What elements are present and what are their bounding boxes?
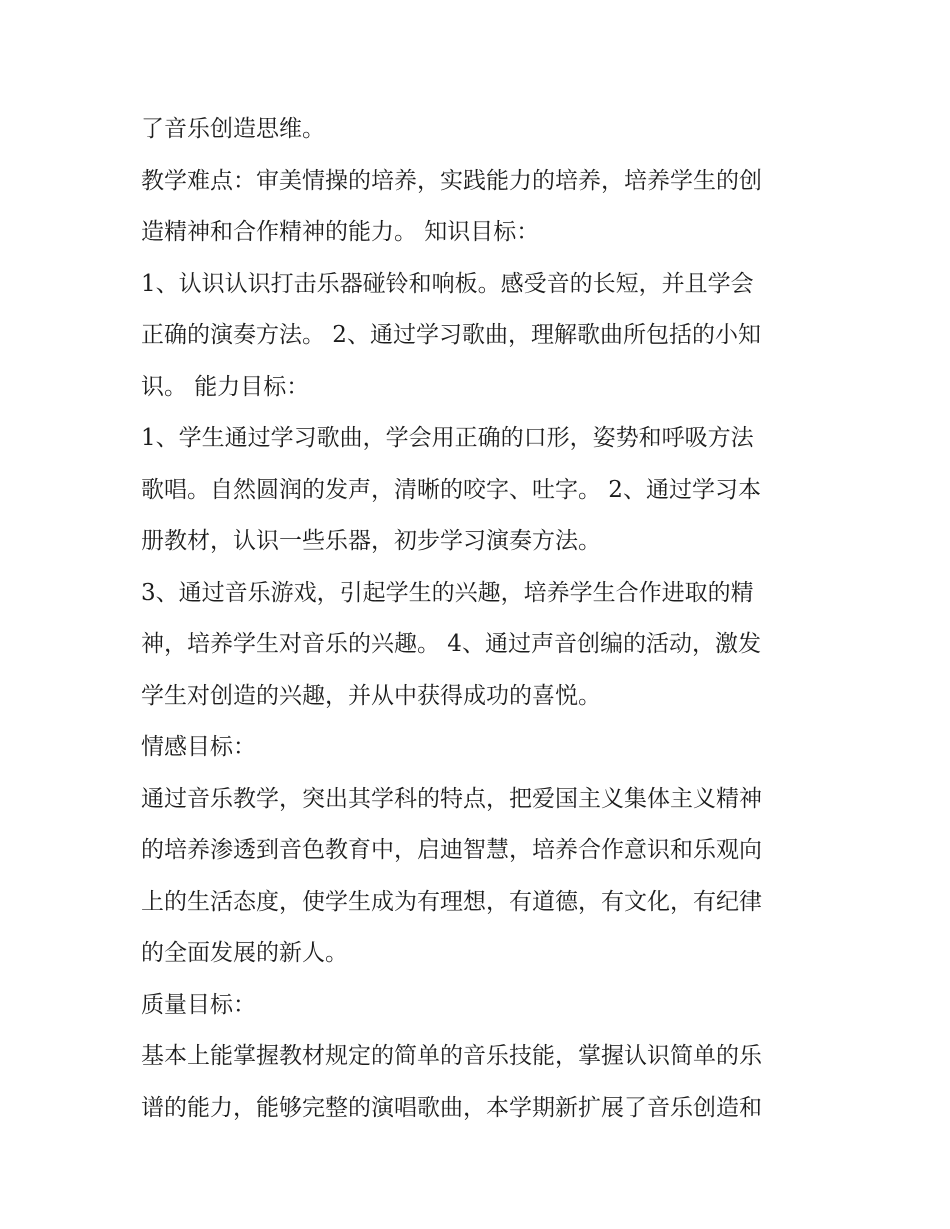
text-line: 通过音乐教学，突出其学科的特点，把爱国主义集体主义精神 <box>141 785 762 812</box>
text-line: 基本上能掌握教材规定的简单的音乐技能，掌握认识简单的乐 <box>141 1043 762 1069</box>
text-line: 了音乐创造思维。 <box>141 116 325 142</box>
text-line: 歌唱。自然圆润的发声，清晰的咬字、吐字。 2、通过学习本 <box>141 476 761 503</box>
text-line: 1、学生通过学习歌曲，学会用正确的口形，姿势和呼吸方法 <box>141 425 754 451</box>
text-line: 3、通过音乐游戏，引起学生的兴趣，培养学生合作进取的精 <box>141 579 754 606</box>
text-line: 正确的演奏方法。 2、通过学习歌曲，理解歌曲所包括的小知 <box>141 322 761 348</box>
text-line: 识。 能力目标： <box>141 373 310 400</box>
text-line: 的全面发展的新人。 <box>141 940 348 966</box>
text-line: 学生对创造的兴趣，并从中获得成功的喜悦。 <box>141 682 601 709</box>
text-line: 造精神和合作精神的能力。 知识目标： <box>141 219 540 245</box>
text-line: 上的生活态度，使学生成为有理想，有道德，有文化，有纪律 <box>141 888 762 915</box>
text-line: 册教材，认识一些乐器，初步学习演奏方法。 <box>141 528 601 554</box>
text-line: 的培养渗透到音色教育中，启迪智慧，培养合作意识和乐观向 <box>141 837 762 863</box>
section-heading: 质量目标： <box>141 991 256 1018</box>
text-line: 教学难点：审美情操的培养，实践能力的培养，培养学生的创 <box>141 167 762 194</box>
text-line: 1、认识认识打击乐器碰铃和响板。感受音的长短，并且学会 <box>141 270 754 297</box>
text-line: 谱的能力，能够完整的演唱歌曲，本学期新扩展了音乐创造和 <box>141 1094 762 1121</box>
section-heading: 情感目标： <box>141 734 256 760</box>
text-line: 神，培养学生对音乐的兴趣。 4、通过声音创编的活动，激发 <box>141 631 761 657</box>
document-body <box>141 104 831 1134</box>
